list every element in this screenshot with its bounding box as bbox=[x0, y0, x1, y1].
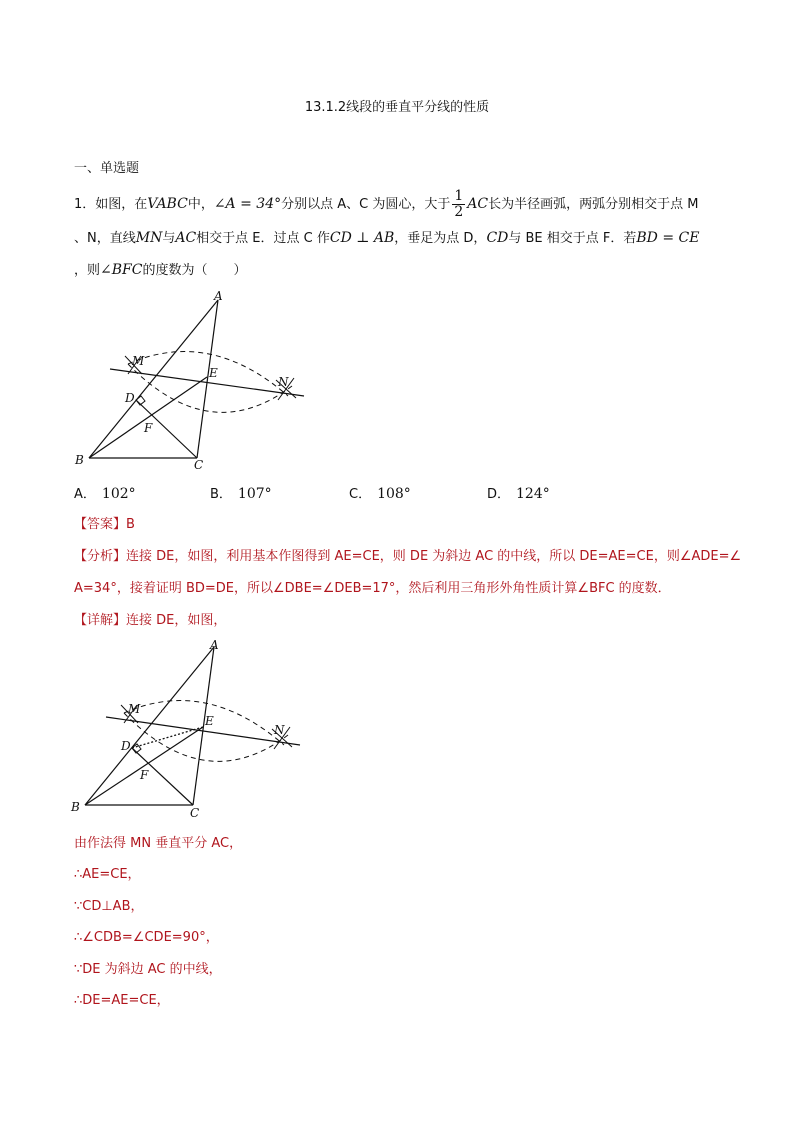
option-label: D． bbox=[487, 487, 511, 502]
q-bdce: BD = CE bbox=[636, 230, 700, 246]
option-a bbox=[74, 483, 136, 502]
q-text: ，垂足为点 D， bbox=[394, 231, 487, 246]
analysis-line-2: A=34°，接着证明 BD=DE，所以∠DBE=∠DEB=17°，然后利用三角形外角性质计算∠BFC 的度数． bbox=[74, 581, 671, 596]
q-text: 中， bbox=[187, 197, 214, 212]
q-text: 分别以点 A、C 为圆心，大于 bbox=[281, 197, 451, 212]
q-ac: AC bbox=[467, 196, 489, 212]
option-label: C． bbox=[349, 487, 372, 502]
detail-step-1: 由作法得 MN 垂直平分 AC， bbox=[74, 836, 243, 851]
answer-tag: 【答案】 bbox=[74, 517, 127, 532]
frac-denominator: 2 bbox=[454, 204, 464, 220]
option-value: 102° bbox=[101, 486, 136, 502]
q-angle-a: ∠A = 34° bbox=[213, 196, 282, 212]
label-M: M bbox=[128, 702, 141, 716]
label-B: B bbox=[71, 800, 80, 814]
label-N: N bbox=[274, 723, 285, 737]
label-B: B bbox=[75, 453, 84, 467]
q-text: 长为半径画弧，两弧分别相交于点 M bbox=[488, 197, 699, 212]
option-c bbox=[349, 483, 411, 502]
option-d bbox=[487, 483, 550, 502]
detail-step-6: ∴DE=AE=CE， bbox=[74, 993, 170, 1008]
q-ac2: AC bbox=[175, 230, 197, 246]
page-title: 13.1.2线段的垂直平分线的性质 bbox=[304, 100, 490, 115]
q-text: ，则 bbox=[74, 263, 101, 278]
option-label: A． bbox=[74, 487, 96, 502]
q-perp: CD ⊥ AB bbox=[329, 230, 395, 246]
label-A: A bbox=[214, 289, 223, 303]
label-N: N bbox=[278, 375, 289, 389]
geometry-figure-1 bbox=[70, 288, 320, 473]
analysis-text: 连接 DE，如图，利用基本作图得到 AE=CE，则 DE 为斜边 AC 的中线，所以 DE=AE=CE，则∠ADE=∠ bbox=[126, 549, 742, 564]
label-M: M bbox=[132, 354, 145, 368]
q-text: 与 bbox=[162, 231, 176, 246]
label-E: E bbox=[205, 714, 214, 728]
label-D: D bbox=[121, 739, 131, 753]
label-F: F bbox=[144, 421, 153, 435]
option-label: B． bbox=[210, 487, 232, 502]
detail-step-5: ∵DE 为斜边 AC 的中线， bbox=[74, 962, 222, 977]
option-value: 108° bbox=[377, 486, 411, 502]
frac-numerator: 1 bbox=[454, 188, 464, 204]
q-text: 1．如图，在 bbox=[74, 197, 148, 212]
detail-step-2: ∴AE=CE， bbox=[74, 867, 141, 882]
q-cd: CD bbox=[486, 230, 509, 246]
detail-intro bbox=[74, 612, 226, 630]
detail-step-4: ∴∠CDB=∠CDE=90°， bbox=[74, 930, 219, 945]
question-line-1 bbox=[74, 189, 698, 220]
label-C: C bbox=[190, 806, 200, 820]
q-mn: MN bbox=[135, 230, 163, 246]
detail-tag: 【详解】 bbox=[74, 613, 127, 628]
answer bbox=[74, 516, 135, 534]
label-A: A bbox=[210, 638, 219, 652]
label-F: F bbox=[140, 768, 149, 782]
section-heading: 一、单选题 bbox=[74, 161, 140, 176]
q-bfc: ∠BFC bbox=[100, 262, 143, 278]
q-text: 的度数为（ ） bbox=[142, 263, 247, 278]
q-text: 相交于点 E．过点 C 作 bbox=[196, 231, 330, 246]
detail-intro-text: 连接 DE，如图， bbox=[126, 613, 227, 628]
fraction-half bbox=[452, 189, 465, 220]
q-text: 、N，直线 bbox=[74, 231, 136, 246]
q-triangle: VABC bbox=[147, 196, 188, 212]
label-E: E bbox=[209, 366, 218, 380]
label-C: C bbox=[194, 458, 204, 472]
analysis-line-1 bbox=[74, 548, 741, 566]
analysis-tag: 【分析】 bbox=[74, 549, 127, 564]
question-line-2 bbox=[74, 229, 699, 248]
option-value: 124° bbox=[516, 486, 550, 502]
q-text: 与 BE 相交于点 F．若 bbox=[508, 231, 637, 246]
detail-step-3: ∵CD⊥AB， bbox=[74, 899, 144, 914]
question-line-3 bbox=[74, 261, 246, 280]
geometry-figure-2 bbox=[66, 637, 316, 822]
answer-value: B bbox=[126, 517, 135, 532]
option-value: 107° bbox=[237, 486, 272, 502]
option-b bbox=[210, 483, 272, 502]
label-D: D bbox=[125, 391, 135, 405]
